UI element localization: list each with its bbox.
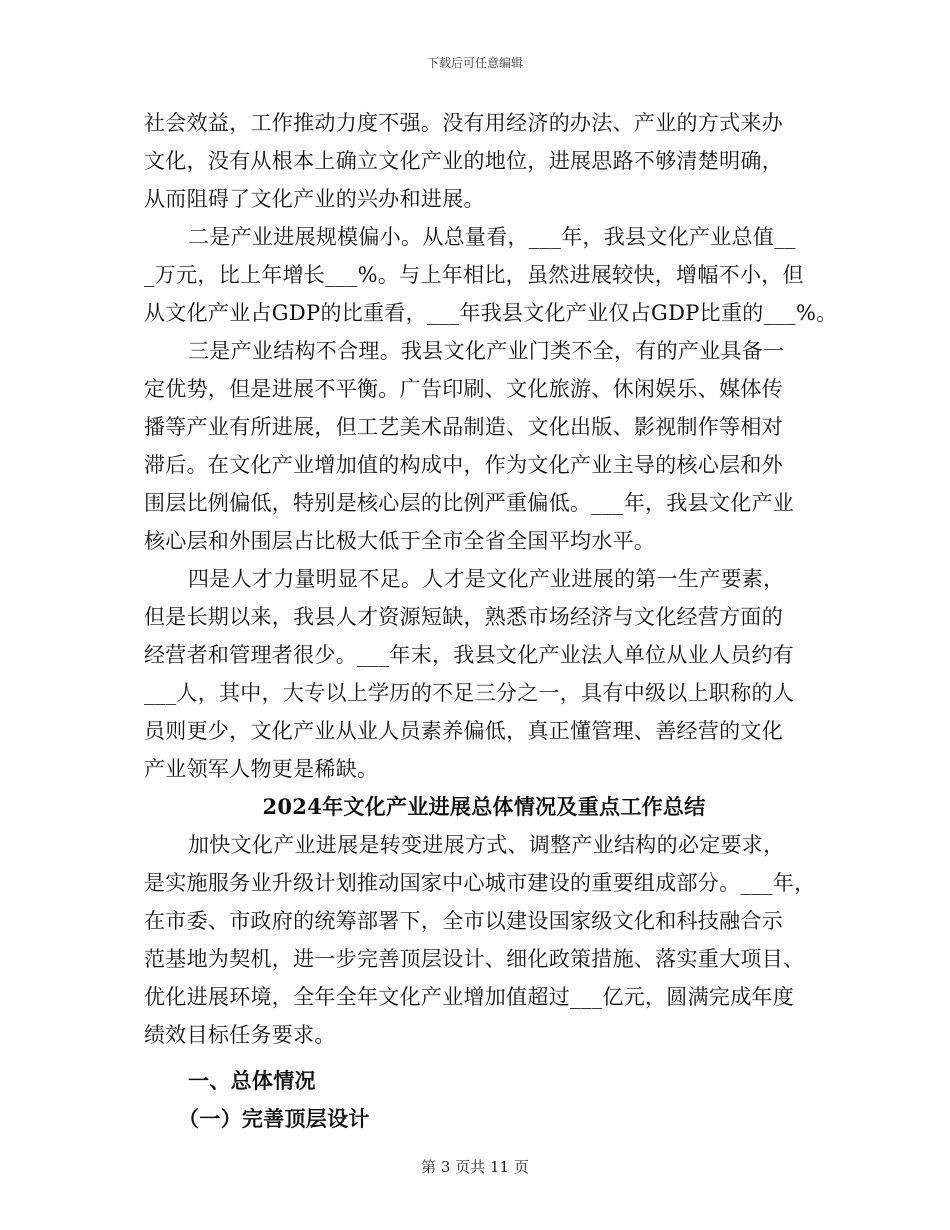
paragraph <box>144 218 838 332</box>
text-line: 播等产业有所进展，但工艺美术品制造、文化出版、影视制作等相对 <box>144 415 783 439</box>
page-header: 下载后可任意编辑 <box>426 56 523 70</box>
page-footer: 第 3 页共 11 页 <box>421 1158 529 1176</box>
text-line: 滞后。在文化产业增加值的构成中，作为文化产业主导的核心层和外 <box>144 453 783 477</box>
heading-level-1: 一、总体情况 <box>188 1068 316 1093</box>
text-line: 定优势，但是进展不平衡。广告印刷、文化旅游、休闲娱乐、媒体传 <box>144 377 783 401</box>
text-line: _万元，比上年增长___%。与上年相比，虽然进展较快，增幅不小，但 <box>144 263 804 287</box>
text-line: 加快文化产业进展是转变进展方式、调整产业结构的必定要求， <box>188 833 785 857</box>
text-line: 绩效目标任务要求。 <box>144 1023 336 1047</box>
paragraph <box>144 104 824 218</box>
text-line: 核心层和外围层占比极大低于全市全省全国平均水平。 <box>144 529 656 553</box>
text-line: 优化进展环境，全年全年文化产业增加值超过___亿元，圆满完成年度 <box>144 985 795 1009</box>
text-line: 但是长期以来，我县人才资源短缺，熟悉市场经济与文化经营方面的 <box>144 605 783 629</box>
text-line: 是实施服务业升级计划推动国家中心城市建设的重要组成部分。___年， <box>144 871 816 895</box>
text-line: 社会效益，工作推动力度不强。没有用经济的办法、产业的方式来办 <box>144 111 783 135</box>
text-line: 从而阻碍了文化产业的兴办和进展。 <box>144 187 485 211</box>
text-line: ___人，其中，大专以上学历的不足三分之一，具有中级以上职称的人 <box>144 681 795 705</box>
text-line: 在市委、市政府的统筹部署下，全市以建设国家级文化和科技融合示 <box>144 909 783 933</box>
text-line: 围层比例偏低，特别是核心层的比例严重偏低。___年，我县文化产业 <box>144 491 795 515</box>
text-line: 二是产业进展规模偏小。从总量看，___年，我县文化产业总值__ <box>188 225 796 249</box>
paragraph <box>144 332 824 560</box>
text-line: 经营者和管理者很少。___年末，我县文化产业法人单位从业人员约有 <box>144 643 795 667</box>
text-line: 员则更少，文化产业从业人员素养偏低，真正懂管理、善经营的文化 <box>144 719 783 743</box>
text-line: 产业领军人物更是稀缺。 <box>144 757 379 781</box>
text-line: 从文化产业占GDP的比重看，___年我县文化产业仅占GDP比重的___%。 <box>144 301 838 325</box>
text-line: 四是人才力量明显不足。人才是文化产业进展的第一生产要素， <box>188 567 785 591</box>
intro-paragraph <box>144 826 824 1054</box>
paragraph <box>144 560 824 788</box>
heading-level-2: （一）完善顶层设计 <box>178 1106 370 1131</box>
text-line: 三是产业结构不合理。我县文化产业门类不全，有的产业具备一 <box>188 339 785 363</box>
document-body <box>144 104 838 1138</box>
section-title: 2024年文化产业进展总体情况及重点工作总结 <box>262 794 706 819</box>
text-line: 文化，没有从根本上确立文化产业的地位，进展思路不够清楚明确， <box>144 149 783 173</box>
text-line: 范基地为契机，进一步完善顶层设计、细化政策措施、落实重大项目、 <box>144 947 805 971</box>
